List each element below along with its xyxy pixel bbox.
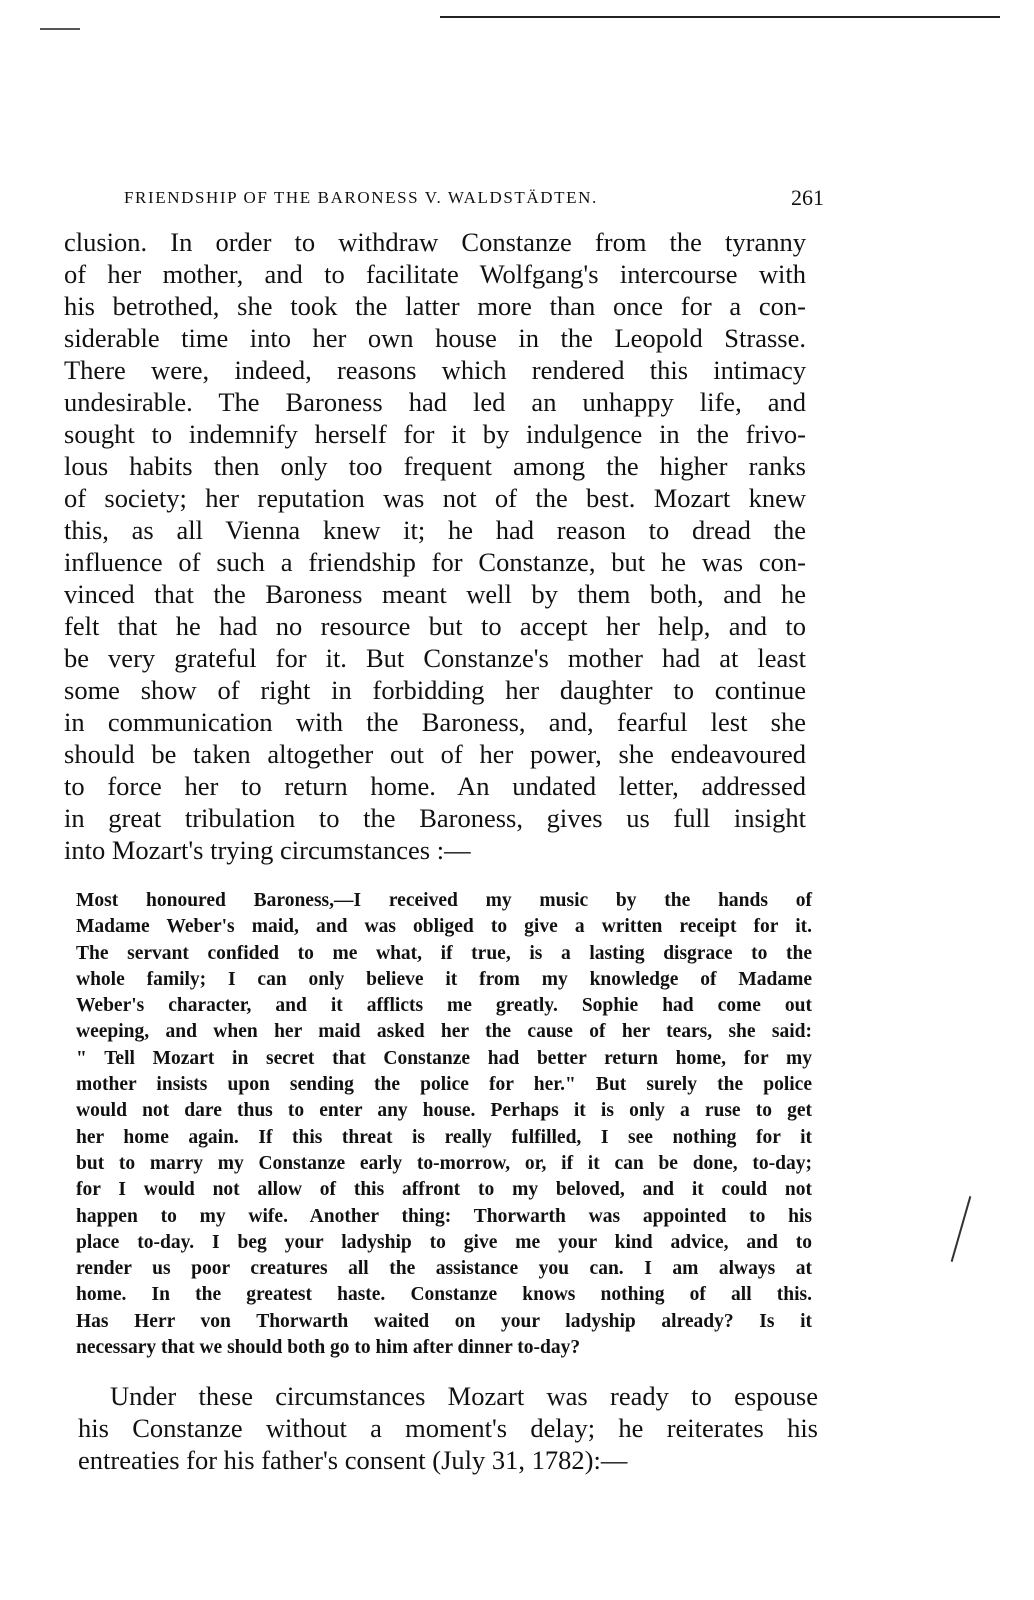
text-line: vinced that the Baroness meant well by them both, and he xyxy=(64,579,806,609)
text-line: render us poor creatures all the assistance you can. I am always at xyxy=(76,1258,812,1280)
text-line: happen to my wife. Another thing: Thorwarth was appointed to his xyxy=(76,1205,812,1227)
text-line: siderable time into her own house in the Leopold Strasse. xyxy=(64,323,806,353)
text-line: Has Herr von Thorwarth waited on your ladyship already? Is it xyxy=(76,1310,812,1332)
text-line: would not dare thus to enter any house. Perhaps it is only a ruse to get xyxy=(76,1100,812,1122)
running-title: FRIENDSHIP OF THE BARONESS V. WALDSTÄDTEN. xyxy=(124,188,598,207)
main-paragraph xyxy=(64,226,806,866)
text-line: Madame Weber's maid, and was obliged to give a written receipt for it. xyxy=(76,916,812,938)
text-line: of her mother, and to facilitate Wolfgang's intercourse with xyxy=(64,259,806,289)
text-line: home. In the greatest haste. Constanze knows nothing of all this. xyxy=(76,1284,812,1306)
text-line: in communication with the Baroness, and, fearful lest she xyxy=(64,707,806,737)
text-line: felt that he had no resource but to accept her help, and to xyxy=(64,611,806,641)
text-line: into Mozart's trying circumstances :— xyxy=(64,835,471,865)
text-line: sought to indemnify herself for it by indulgence in the frivo- xyxy=(64,419,806,449)
text-line: clusion. In order to withdraw Constanze from the tyranny xyxy=(64,227,806,257)
text-line: " Tell Mozart in secret that Constanze had better return home, for my xyxy=(76,1047,812,1069)
text-line: whole family; I can only believe it from my knowledge of Madame xyxy=(76,968,812,990)
scan-mark-top-left xyxy=(40,28,80,30)
text-line: his betrothed, she took the latter more than once for a con- xyxy=(64,291,806,321)
closing-paragraph xyxy=(78,1380,818,1476)
text-line: undesirable. The Baroness had led an unhappy life, and xyxy=(64,387,806,417)
text-line: should be taken altogether out of her power, she endeavoured xyxy=(64,739,806,769)
text-line: his Constanze without a moment's delay; he reiterates his xyxy=(78,1413,818,1443)
text-line: Most honoured Baroness,—I received my music by the hands of xyxy=(76,890,812,911)
text-line: this, as all Vienna knew it; he had reason to dread the xyxy=(64,515,806,545)
text-line: but to marry my Constanze early to-morrow, or, if it can be done, to-day; xyxy=(76,1152,812,1174)
text-line: some show of right in forbidding her daughter to continue xyxy=(64,675,806,705)
text-line: Weber's character, and it afflicts me greatly. Sophie had come out xyxy=(76,995,812,1017)
text-line: lous habits then only too frequent among the higher ranks xyxy=(64,451,806,481)
text-line: There were, indeed, reasons which rendered this intimacy xyxy=(64,355,806,385)
running-head xyxy=(124,185,824,214)
text-line: to force her to return home. An undated letter, addressed xyxy=(64,771,806,801)
text-line: be very grateful for it. But Constanze's mother had at least xyxy=(64,643,806,673)
text-line: entreaties for his father's consent (July 31, 1782):— xyxy=(78,1445,628,1475)
text-line: weeping, and when her maid asked her the cause of her tears, she said: xyxy=(76,1021,812,1043)
quoted-letter xyxy=(76,888,812,1361)
pencil-mark xyxy=(951,1196,972,1262)
text-line: of society; her reputation was not of the best. Mozart knew xyxy=(64,483,806,513)
text-line: mother insists upon sending the police for her." But surely the police xyxy=(76,1074,812,1096)
text-line: Under these circumstances Mozart was ready to espouse xyxy=(110,1381,818,1411)
text-line: place to-day. I beg your ladyship to give me your kind advice, and to xyxy=(76,1231,812,1253)
text-line: her home again. If this threat is really fulfilled, I see nothing for it xyxy=(76,1126,812,1148)
text-line: influence of such a friendship for Constanze, but he was con- xyxy=(64,547,806,577)
text-line: in great tribulation to the Baroness, gives us full insight xyxy=(64,803,806,833)
page-number: 261 xyxy=(791,185,824,210)
text-line: for I would not allow of this affront to my beloved, and it could not xyxy=(76,1179,812,1201)
text-line: necessary that we should both go to him after dinner to-day? xyxy=(76,1337,581,1359)
text-line: The servant confided to me what, if true, is a lasting disgrace to the xyxy=(76,942,812,964)
scan-rule-top xyxy=(440,16,1000,18)
